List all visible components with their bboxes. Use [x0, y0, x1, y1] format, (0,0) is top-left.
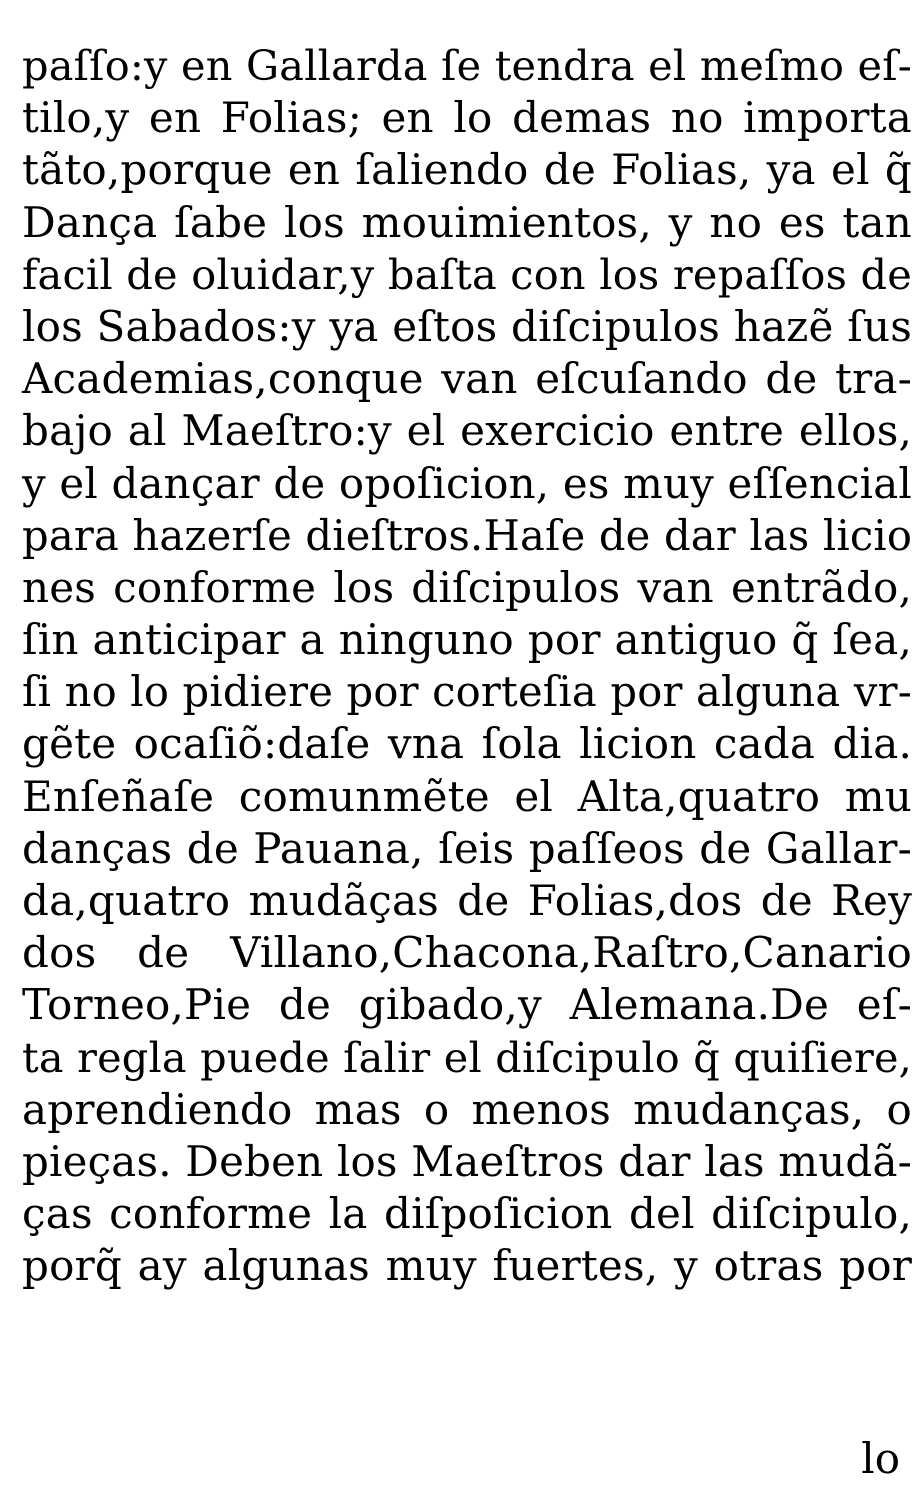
text-line: los Sabados:y ya eſtos diſcipulos hazẽ ſus	[22, 301, 912, 351]
text-line: ſi no lo pidiere por corteſia por alguna vr-	[22, 667, 912, 717]
text-line: y el dançar de opoſicion, es muy eſſencial	[22, 458, 912, 508]
text-line: tãto,porque en ſaliendo de Folias, ya el q̃	[22, 145, 912, 195]
text-line: ſin anticipar a ninguno por antiguo q̃ ſea,	[22, 615, 912, 665]
text-line: ças conforme la diſpoſicion del diſcipulo,	[22, 1189, 912, 1239]
text-line: gẽte ocaſiõ:daſe vna ſola licion cada dia.	[22, 719, 912, 769]
text-line: Dança ſabe los mouimientos, y no es tan	[22, 197, 912, 247]
text-line: Torneo,Pie de gibado,y Alemana.De eſ-	[22, 980, 912, 1030]
text-line: porq̃ ay algunas muy fuertes, y otras por	[22, 1241, 912, 1291]
catchword: lo	[861, 1434, 900, 1483]
text-line: bajo al Maeſtro:y el exercicio entre ellos,	[22, 406, 912, 456]
text-line: Academias,conque van eſcuſando de tra-	[22, 354, 912, 404]
text-line: facil de oluidar,y baſta con los repaſſos de	[22, 249, 912, 299]
text-line: tilo,y en Folias; en lo demas no importa	[22, 93, 912, 143]
text-line: dos de Villano,Chacona,Raſtro,Canario	[22, 928, 912, 978]
text-line: para hazerſe dieſtros.Haſe de dar las licio	[22, 510, 913, 560]
text-line: da,quatro mudãças de Folias,dos de Rey	[22, 876, 912, 925]
text-line: paſſo:y en Gallarda ſe tendra el meſmo eſ-	[22, 42, 912, 90]
text-line: Enſeñaſe comunmẽte el Alta,quatro mu	[22, 771, 912, 821]
text-line: ta regla puede ſalir el diſcipulo q̃ quiſiere,	[22, 1033, 912, 1082]
text-block	[22, 40, 912, 1293]
text-line: nes conforme los diſcipulos van entrãdo,	[22, 562, 912, 612]
text-line: pieças. Deben los Maeſtros dar las mudã-	[22, 1136, 912, 1186]
text-line: danças de Pauana, ſeis paſſeos de Gallar-	[22, 823, 912, 873]
text-line: aprendiendo mas o menos mudanças, o	[22, 1084, 912, 1134]
